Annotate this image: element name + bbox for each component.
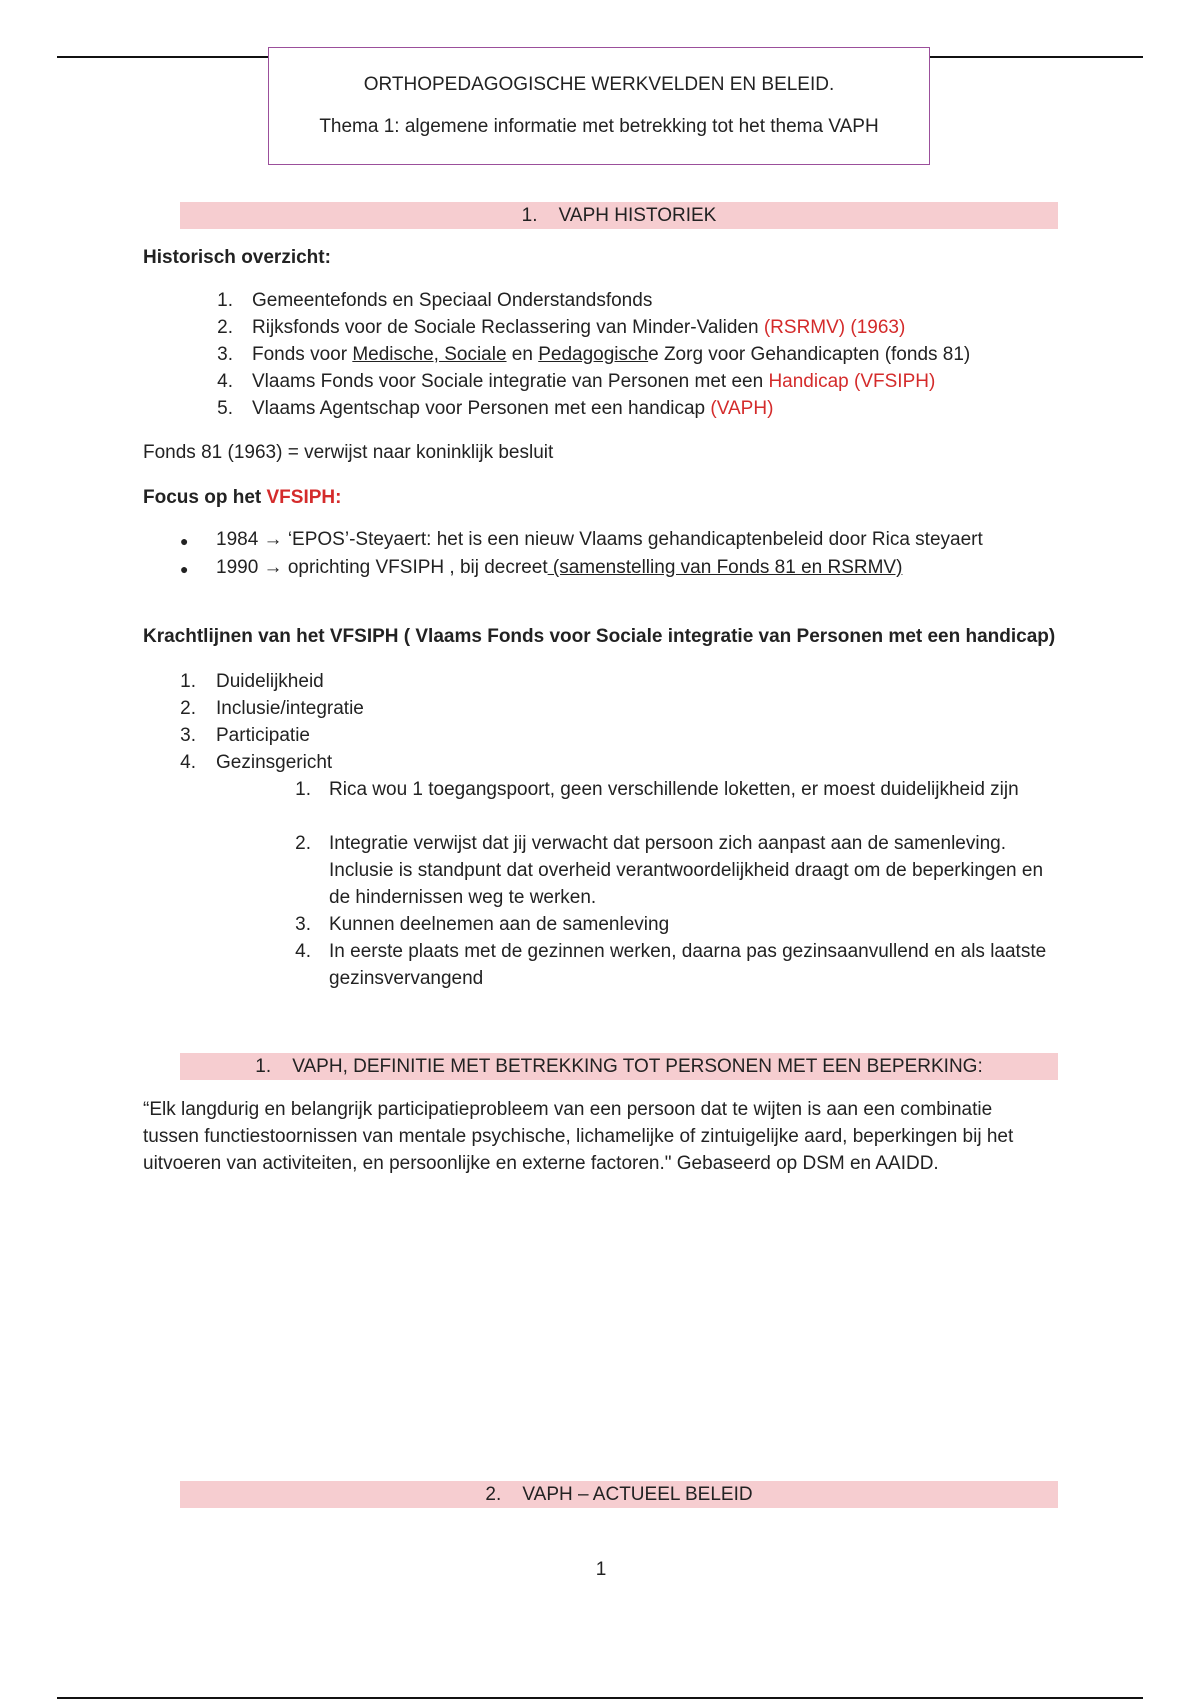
bullet-icon: ● bbox=[180, 533, 189, 549]
list-text: Gezinsgericht bbox=[216, 752, 333, 773]
list-text: 1990 → oprichting VFSIPH , bij decreet (samenstelling van Fonds 81 en RSRMV) bbox=[216, 557, 903, 578]
list-number: 1. bbox=[217, 290, 233, 311]
list-number: 4. bbox=[217, 371, 233, 392]
list-text: In eerste plaats met de gezinnen werken, daarna pas gezinsaanvullend en als laatste gezinsvervangend bbox=[329, 941, 1047, 989]
document-title-box bbox=[268, 47, 930, 165]
section-number: 1. bbox=[255, 1056, 272, 1077]
overview-heading: Historisch overzicht: bbox=[143, 247, 331, 268]
list-number: 5. bbox=[217, 398, 233, 419]
list-text: Participatie bbox=[216, 725, 310, 746]
list-number: 3. bbox=[180, 725, 196, 746]
section-heading-definitie bbox=[180, 1053, 1058, 1080]
list-number: 3. bbox=[295, 914, 311, 935]
top-rule-right bbox=[930, 56, 1143, 58]
document-title: ORTHOPEDAGOGISCHE WERKVELDEN EN BELEID. bbox=[363, 74, 835, 95]
list-text: Vlaams Fonds voor Sociale integratie van Personen met een Handicap (VFSIPH) bbox=[252, 371, 936, 392]
list-number: 4. bbox=[295, 941, 311, 962]
section-heading-actueel-beleid bbox=[180, 1481, 1058, 1508]
list-number: 3. bbox=[217, 344, 233, 365]
list-number: 2. bbox=[217, 317, 233, 338]
list-text: Fonds voor Medische, Sociale en Pedagogische Zorg voor Gehandicapten (fonds 81) bbox=[252, 344, 971, 365]
list-number: 1. bbox=[180, 671, 196, 692]
list-text: Kunnen deelnemen aan de samenleving bbox=[329, 914, 670, 935]
section-heading-historiek bbox=[180, 202, 1058, 229]
fonds-note: Fonds 81 (1963) = verwijst naar koninklijk besluit bbox=[143, 442, 554, 463]
section-number: 2. bbox=[485, 1484, 502, 1505]
krachtlijnen-heading: Krachtlijnen van het VFSIPH ( Vlaams Fonds voor Sociale integratie van Personen met een handicap) bbox=[143, 626, 1056, 647]
bullet-icon: ● bbox=[180, 561, 189, 577]
list-number: 2. bbox=[295, 833, 311, 854]
list-number: 1. bbox=[295, 779, 311, 800]
list-text: Rica wou 1 toegangspoort, geen verschillende loketten, er moest duidelijkheid zijn bbox=[329, 779, 1019, 800]
list-text: Duidelijkheid bbox=[216, 671, 324, 692]
list-number: 2. bbox=[180, 698, 196, 719]
list-text: Rijksfonds voor de Sociale Reclassering van Minder-Validen (RSRMV) (1963) bbox=[252, 317, 906, 338]
bottom-rule bbox=[57, 1697, 1143, 1699]
list-text: Integratie verwijst dat jij verwacht dat persoon zich aanpast aan de samenleving. Inclusie is standpunt dat overheid verantwoordelijkheid draagt om de beperkingen en de hindernissen weg te werken. bbox=[329, 833, 1044, 908]
list-text: Gemeentefonds en Speciaal Onderstandsfonds bbox=[252, 290, 653, 311]
list-text: 1984 → ‘EPOS’-Steyaert: het is een nieuw Vlaams gehandicaptenbeleid door Rica steyaert bbox=[216, 529, 983, 550]
section-label: VAPH – ACTUEEL BELEID bbox=[522, 1484, 753, 1505]
top-rule-left bbox=[57, 56, 269, 58]
section-label: VAPH, DEFINITIE MET BETREKKING TOT PERSONEN MET EEN BEPERKING: bbox=[292, 1056, 983, 1077]
page-number: 1 bbox=[595, 1559, 607, 1580]
list-text: Vlaams Agentschap voor Personen met een handicap (VAPH) bbox=[252, 398, 774, 419]
section-label: VAPH HISTORIEK bbox=[558, 205, 717, 226]
list-text: Inclusie/integratie bbox=[216, 698, 364, 719]
definition-paragraph: “Elk langdurig en belangrijk participatieprobleem van een persoon dat te wijten is aan een combinatie tussen functiestoornissen van mentale psychische, lichamelijke of zintuigelijke aard, beperkingen bij het uitvoeren van activiteiten, en persoonlijke en externe factoren." Gebaseerd op DSM en AAIDD. bbox=[143, 1099, 1014, 1174]
document-subtitle: Thema 1: algemene informatie met betrekking tot het thema VAPH bbox=[319, 116, 879, 137]
list-number: 4. bbox=[180, 752, 196, 773]
section-number: 1. bbox=[521, 205, 538, 226]
focus-heading: Focus op het VFSIPH: bbox=[143, 487, 342, 508]
